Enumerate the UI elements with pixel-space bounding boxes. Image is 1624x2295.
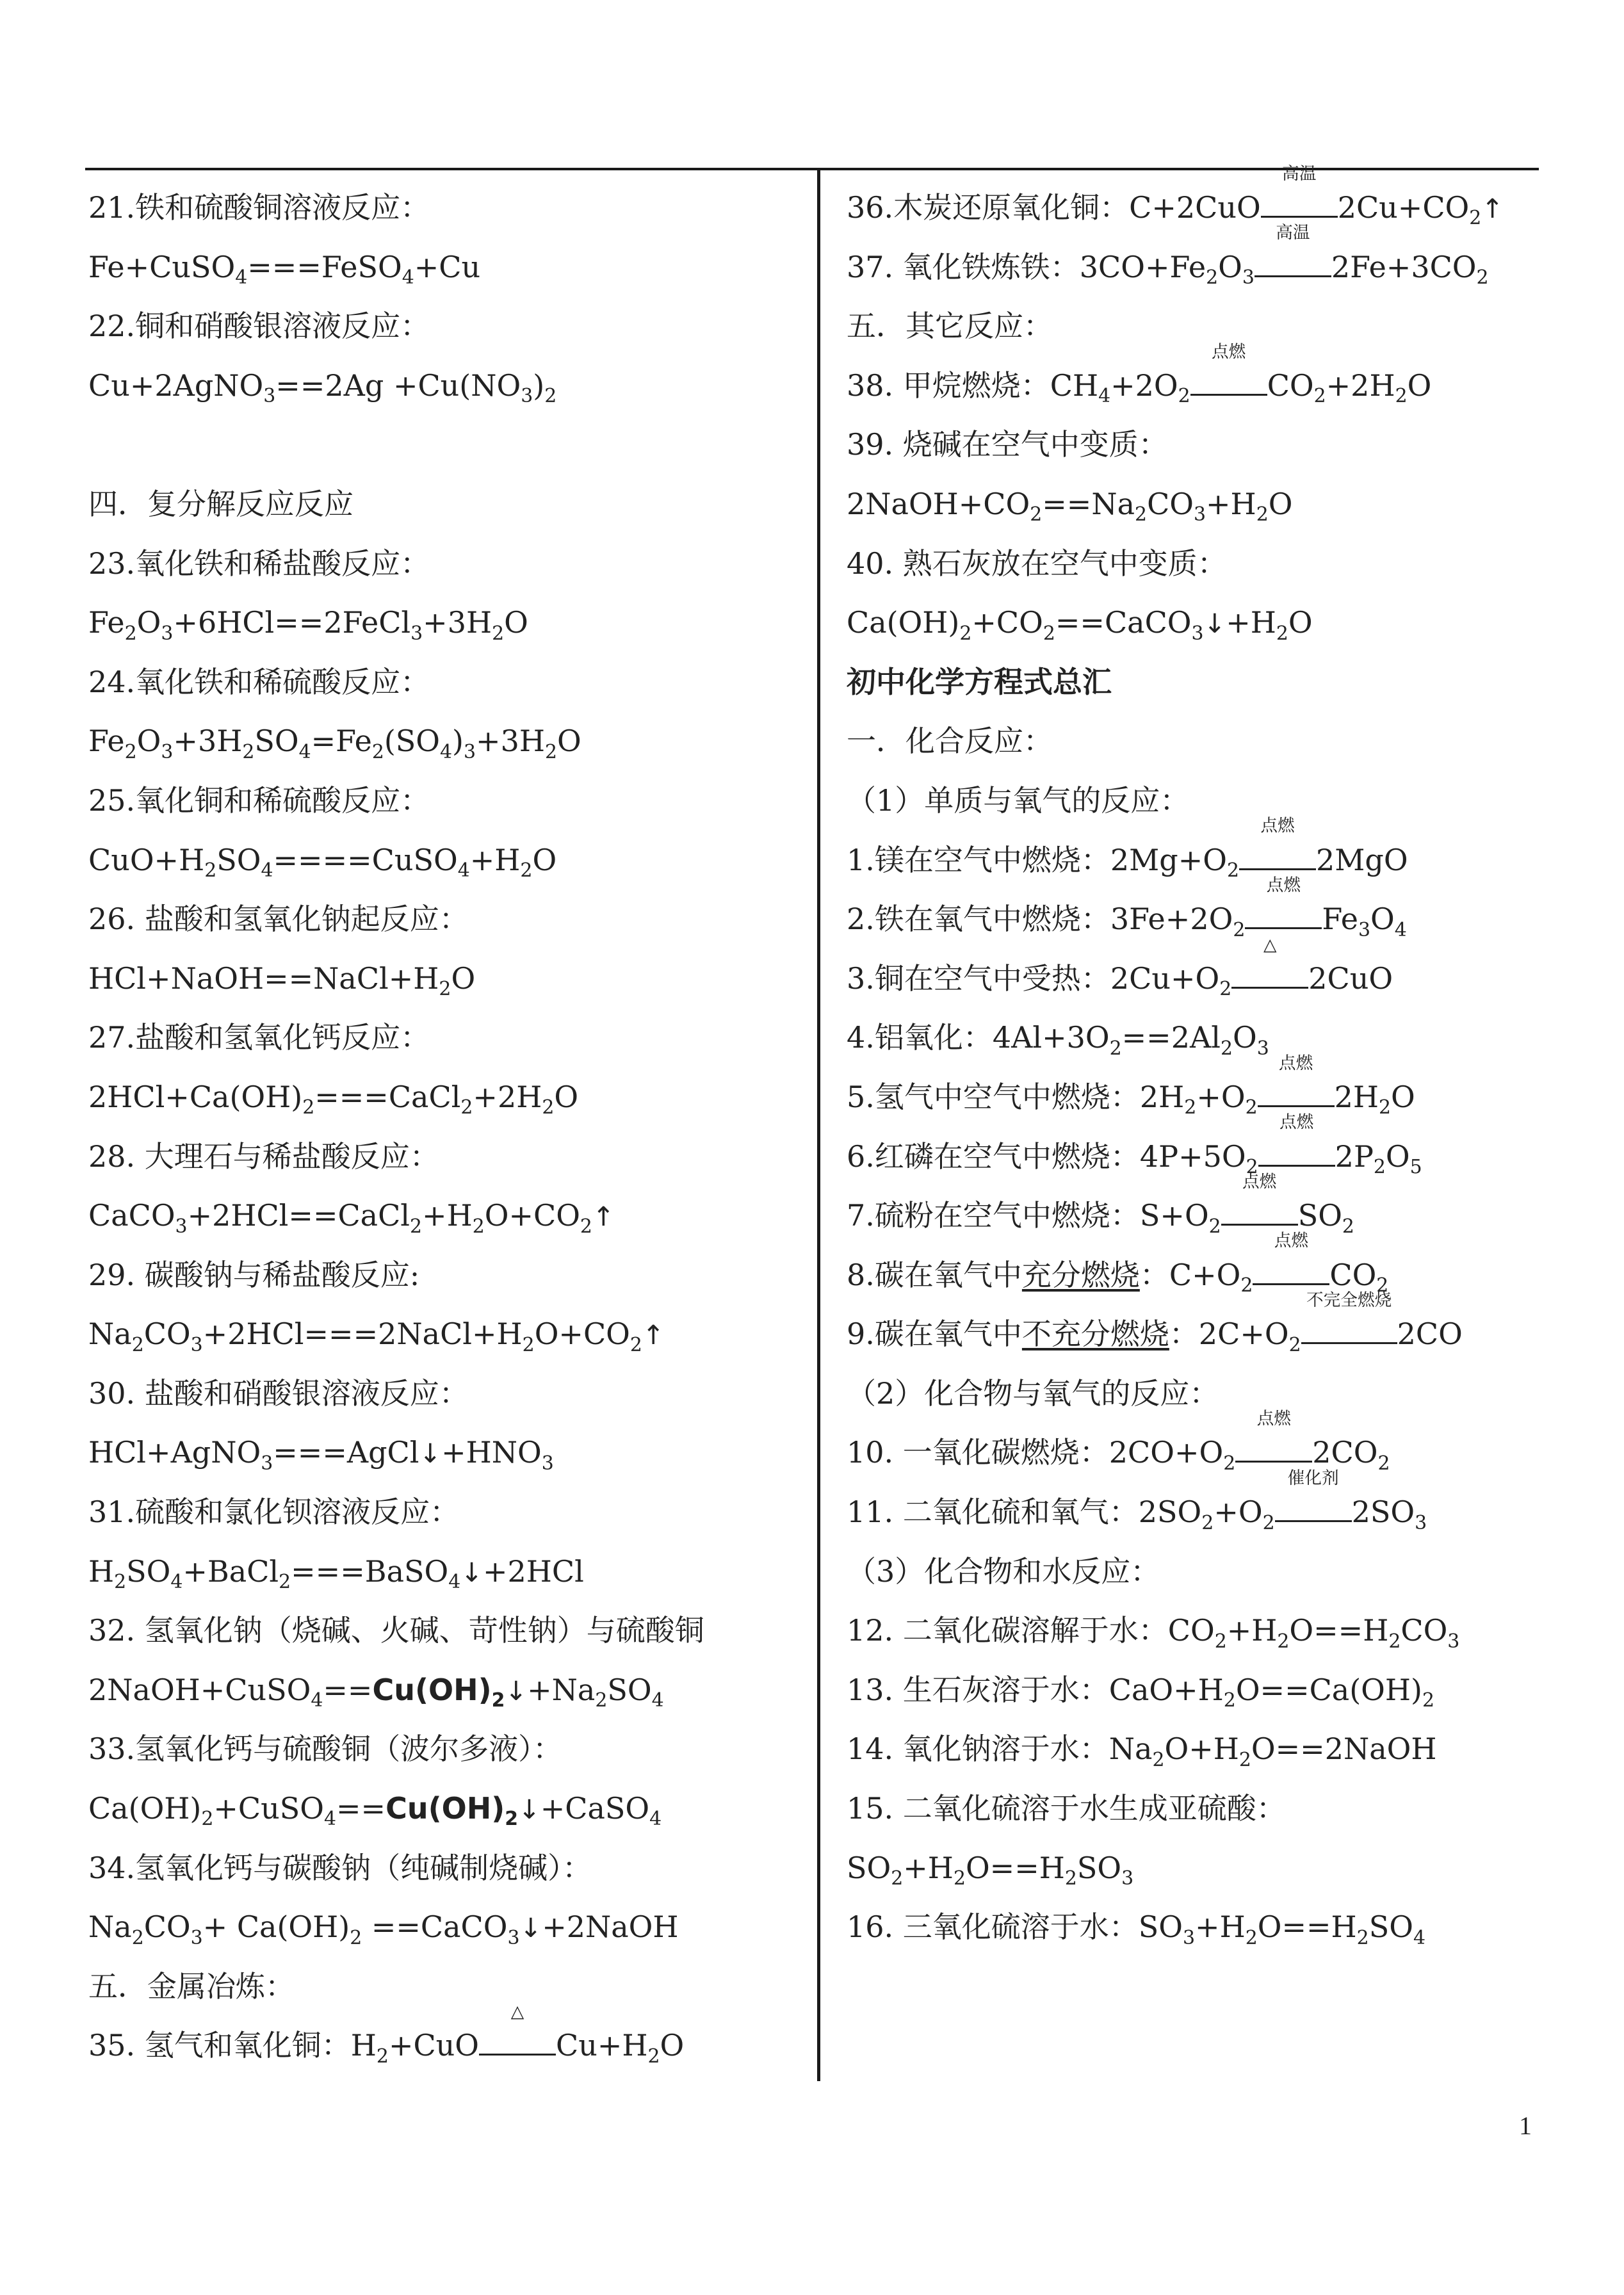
- left-line: [88, 415, 806, 474]
- left-line: Cu+2AgNO$_3$==2Ag $+Cu(NO_3)_2$: [88, 368, 557, 408]
- right-line: 7.硫粉在空气中燃烧：$S+O_2$ 点燃 $SO_2$: [847, 1171, 1354, 1238]
- left-line: $CuO+H_2SO_4====CuSO_4+H_2O$: [88, 842, 557, 882]
- left-line: $2HCl+Ca(OH)_2===CaCl_2+2H_2O$: [88, 1079, 579, 1119]
- left-line: 28. 大理石与稀盐酸反应：: [88, 1139, 439, 1174]
- left-line: 四．复分解反应反应: [88, 486, 353, 521]
- right-line: 6.红磷在空气中燃烧：$4P+5O_2$ 点燃 $2P_2O_5$: [847, 1112, 1422, 1178]
- right-line: $SO_2+H_2O==H_2SO_3$: [847, 1850, 1134, 1890]
- column-divider: [817, 168, 820, 2081]
- right-line: 3.铜在空气中受热：$2Cu+O_2$ △ 2CuO: [847, 934, 1393, 1001]
- left-line: $HCl+NaOH==NaCl+H_2O$: [88, 961, 476, 1001]
- right-line: 15. 二氧化硫溶于水生成亚硫酸：: [847, 1791, 1286, 1826]
- right-line: 2.铁在氧气中燃烧：$3Fe+2O_2$ 点燃 $Fe_3O_4$: [847, 875, 1407, 941]
- left-line: 30. 盐酸和硝酸银溶液反应：: [88, 1375, 469, 1411]
- right-line: 9.碳在氧气中不充分燃烧：$2C+O_2$ 不完全燃烧 2CO: [847, 1290, 1463, 1356]
- right-line: $2NaOH+CO_2==Na_2CO_3+H_2O$: [847, 486, 1293, 526]
- right-line: 13. 生石灰溶于水：$CaO+H_2O==Ca(OH)_2$: [847, 1672, 1434, 1712]
- left-line: 23.氧化铁和稀盐酸反应：: [88, 546, 430, 581]
- left-line: $Ca(OH)_2+CuSO_4==Cu(OH)_2↓+CaSO_4$: [88, 1791, 662, 1831]
- right-line: 4.铝氧化：$4Al+3O_2==2Al_2O_3$: [847, 1020, 1269, 1060]
- right-line: （1）单质与氧气的反应：: [847, 783, 1190, 818]
- left-line: 35. 氢气和氧化铜：$H_2+CuO$ △ $Cu+H_2O$: [88, 2002, 685, 2068]
- left-line: 29. 碳酸钠与稀盐酸反应:: [88, 1257, 420, 1292]
- left-line: 24.氧化铁和稀硫酸反应：: [88, 664, 430, 699]
- right-line: （3）化合物和水反应：: [847, 1553, 1160, 1589]
- right-line: 40. 熟石灰放在空气中变质：: [847, 546, 1227, 581]
- left-column: [88, 178, 806, 2075]
- right-column: [847, 163, 1545, 1957]
- left-line: $Na_2CO_3+ Ca(OH)_2$ ==CaCO$_3$↓+2NaOH: [88, 1910, 679, 1949]
- left-line: 25.氧化铜和稀硫酸反应：: [88, 783, 430, 818]
- right-line: 14. 氧化钠溶于水：$Na_2O+H_2O==2NaOH$: [847, 1731, 1437, 1771]
- right-line: （2）化合物与氧气的反应：: [847, 1375, 1219, 1411]
- right-line: 12. 二氧化碳溶解于水：$CO_2+H_2O==H_2CO_3$: [847, 1613, 1460, 1653]
- right-line: $Ca(OH)_2+CO_2==CaCO_3↓+H_2O$: [847, 605, 1313, 645]
- right-line: 8.碳在氧气中充分燃烧：$C+O_2$ 点燃 $CO_2$: [847, 1231, 1389, 1297]
- left-line: 34.氢氧化钙与碳酸钠（纯碱制烧碱）：: [88, 1850, 592, 1885]
- right-line: 初中化学方程式总汇: [847, 664, 1112, 699]
- right-line: 11. 二氧化硫和氧气：$2SO_2+O_2$ 催化剂 $2SO_3$: [847, 1468, 1427, 1534]
- page-number: 1: [1519, 2111, 1532, 2140]
- left-line: 32. 氢氧化钠（烧碱、火碱、苛性钠）与硫酸铜: [88, 1613, 704, 1648]
- left-line: $2NaOH+CuSO_4==Cu(OH)_2↓+Na_2SO_4$: [88, 1672, 664, 1712]
- right-line: 5.氢气中空气中燃烧：$2H_2+O_2$ 点燃 $2H_2O$: [847, 1053, 1415, 1119]
- right-line: 16. 三氧化硫溶于水：$SO_3+H_2O==H_2SO_4$: [847, 1910, 1425, 1949]
- left-line: $Na_2CO_3+2HCl===2NaCl+H_2O+CO_2↑$: [88, 1317, 665, 1356]
- left-line: 22.铜和硝酸银溶液反应：: [88, 309, 430, 344]
- right-line: 39. 烧碱在空气中变质：: [847, 427, 1168, 462]
- left-line: $HCl+AgNO_3===AgCl↓+HNO_3$: [88, 1435, 554, 1475]
- right-line: 10. 一氧化碳燃烧：$2CO+O_2$ 点燃 $2CO_2$: [847, 1409, 1390, 1475]
- left-line: $Fe_2O_3+6HCl==2FeCl_3+3H_2O$: [88, 605, 528, 645]
- left-line: $Fe_2O_3+3H_2SO_4=Fe_2(SO_4)_3+3H_2O$: [88, 724, 581, 763]
- right-line: 38. 甲烷燃烧：$CH_4+2O_2$ 点燃 $CO_2+2H_2O$: [847, 341, 1432, 408]
- right-line: 一．化合反应：: [847, 724, 1053, 759]
- left-line: 27.盐酸和氢氧化钙反应：: [88, 1020, 430, 1055]
- right-line: 五．其它反应：: [847, 309, 1053, 344]
- left-line: 31.硫酸和氯化钡溶液反应：: [88, 1495, 460, 1530]
- left-line: $CaCO_3+2HCl==CaCl_2+H_2O+CO_2↑$: [88, 1198, 615, 1238]
- right-line: 36.木炭还原氧化铜：C+2CuO 高温 $2Cu+CO_2↑$: [847, 163, 1504, 230]
- right-line: 37. 氧化铁炼铁：$3CO+Fe_2O_3$ 高温 $2Fe+3CO_2$: [847, 223, 1489, 289]
- left-line: $H_2SO_4+BaCl_2===BaSO_4↓+2HCl$: [88, 1553, 584, 1594]
- left-line: 21.铁和硫酸铜溶液反应：: [88, 190, 430, 225]
- left-line: Fe+CuSO$_4$===FeSO$_4$+Cu: [88, 249, 481, 289]
- left-line: 五．金属冶炼：: [88, 1968, 295, 2004]
- left-line: 26. 盐酸和氢氧化钠起反应：: [88, 902, 469, 937]
- right-line: 1.镁在空气中燃烧：$2Mg+O_2$ 点燃 2MgO: [847, 816, 1408, 882]
- left-line: 33.氢氧化钙与硫酸铜（波尔多液）：: [88, 1731, 563, 1767]
